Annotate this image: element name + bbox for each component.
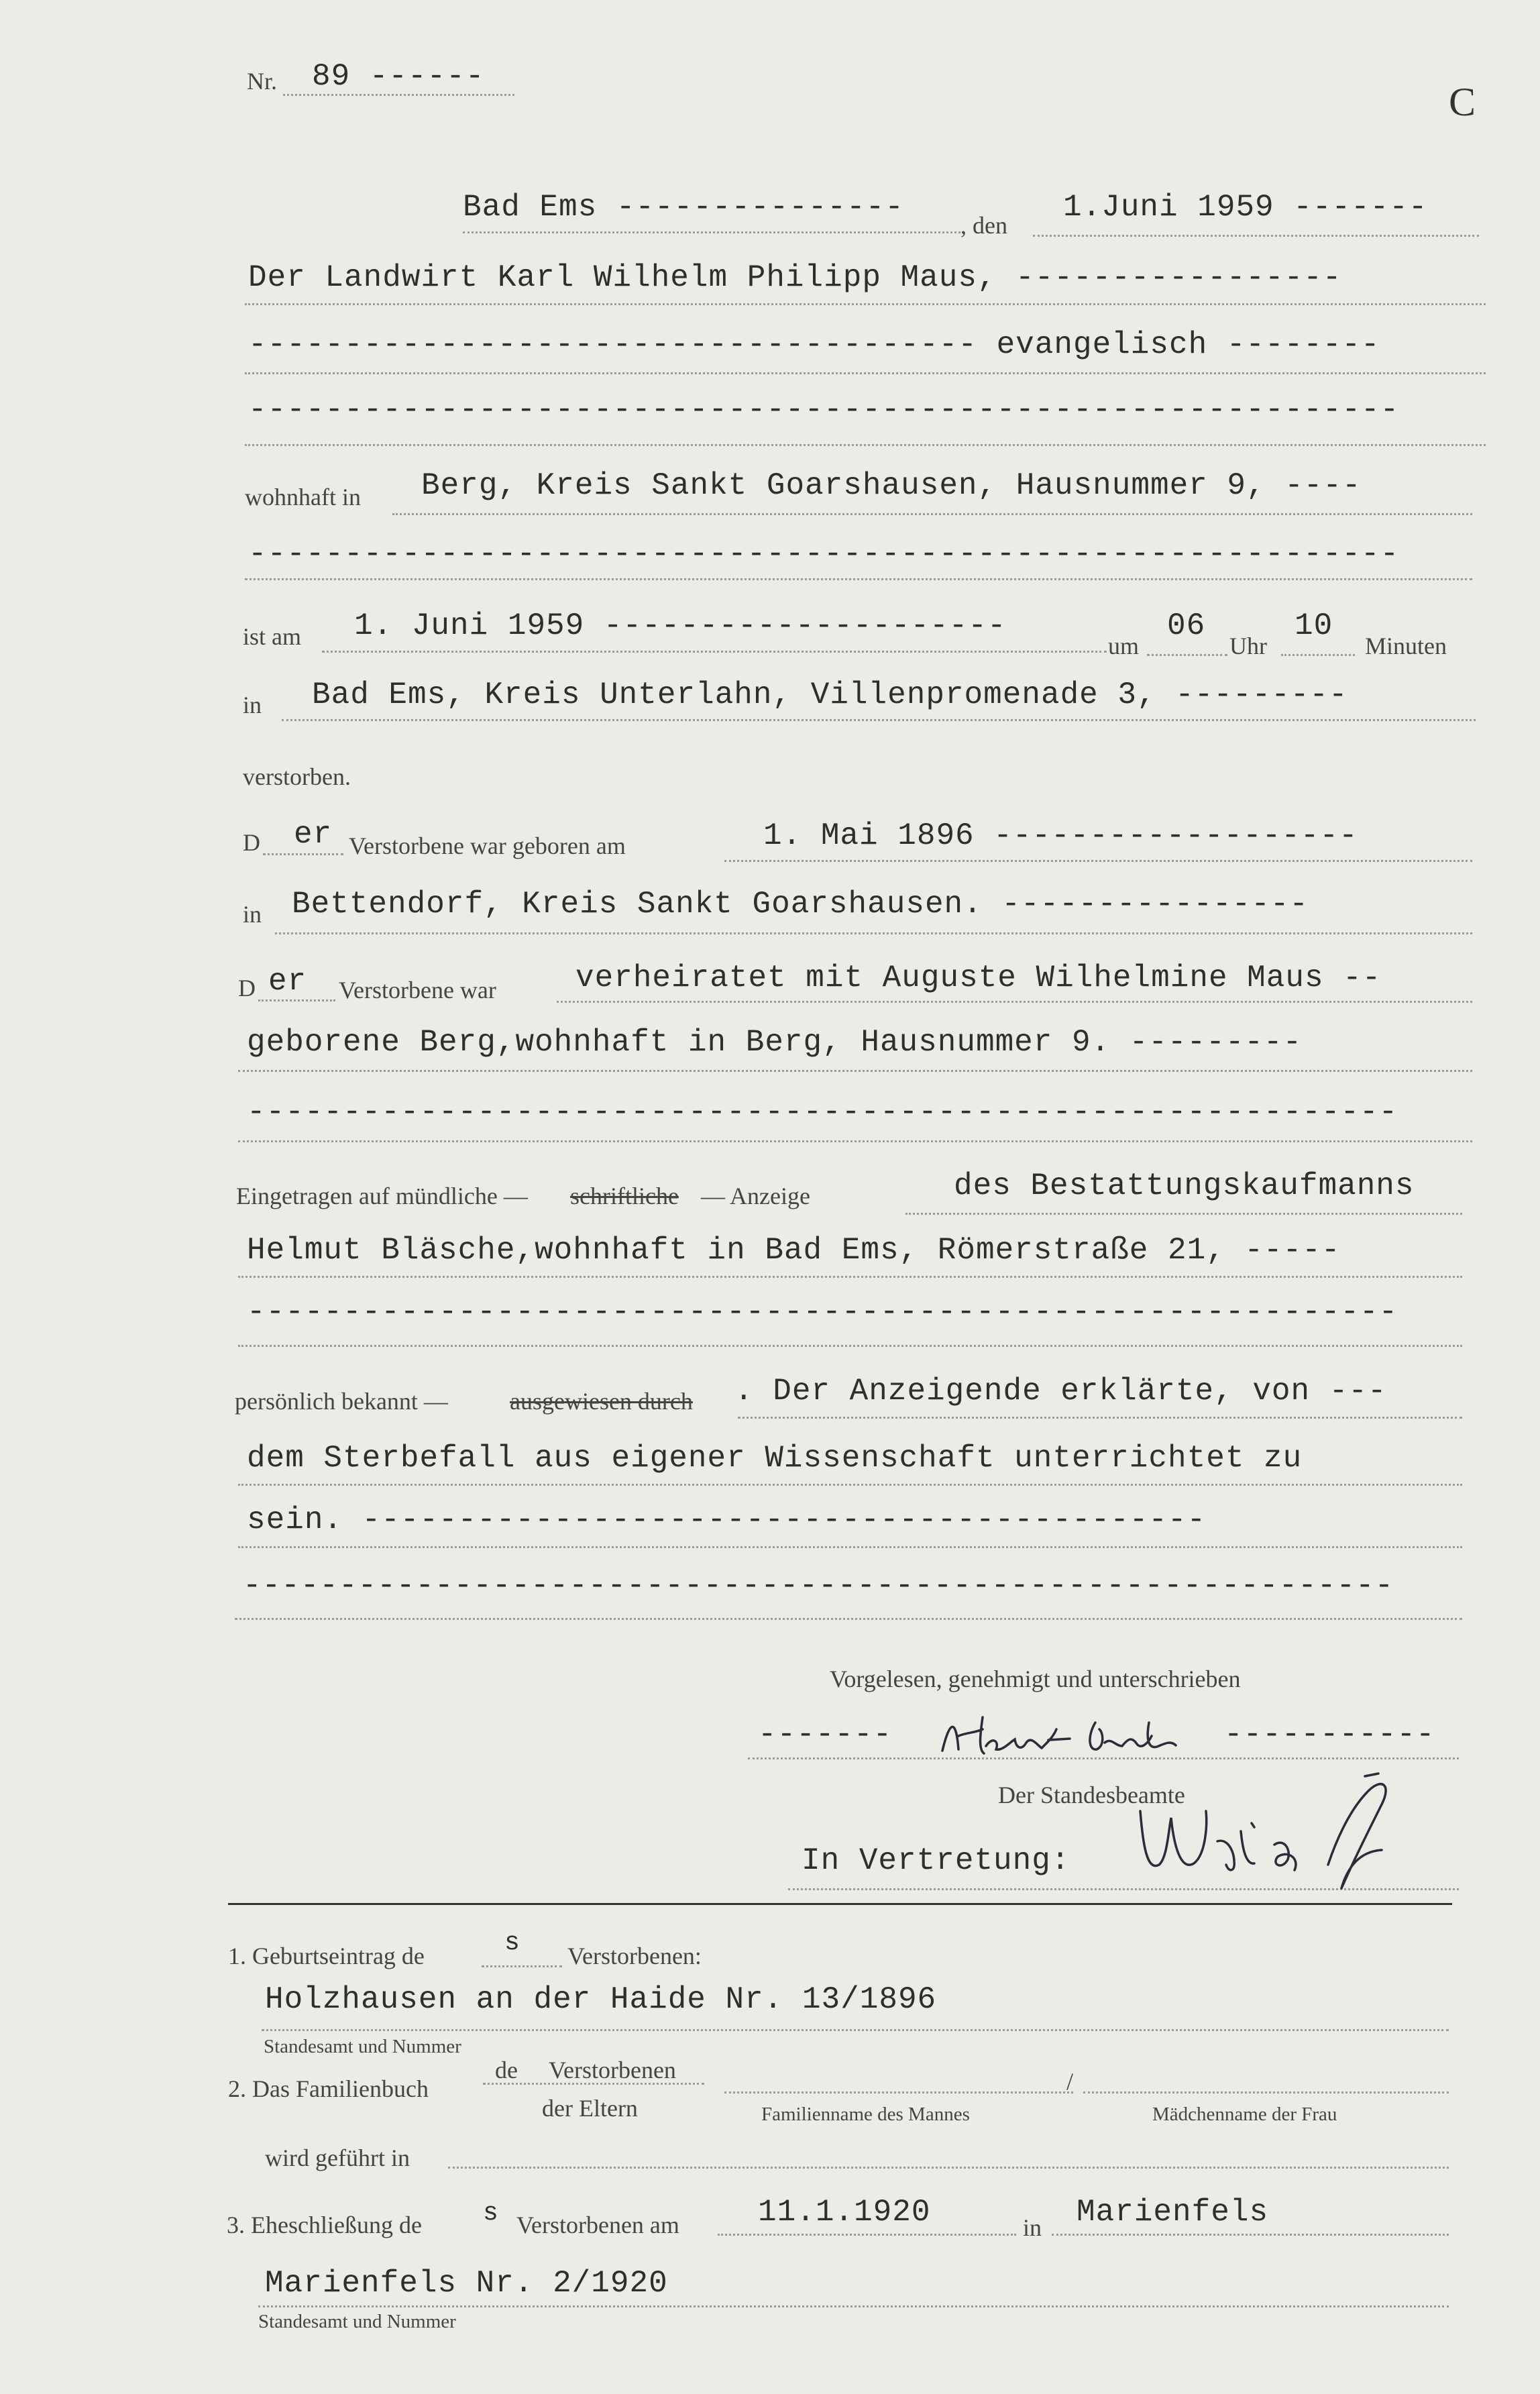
note-2-kept-label: wird geführt in <box>265 2144 410 2171</box>
person-line-3: ------------------------------------------------------------ <box>248 392 1400 427</box>
marital-d-label: D <box>238 975 256 1001</box>
birth-place: Bettendorf, Kreis Sankt Goarshausen. ---------------- <box>292 887 1309 922</box>
signature-right-dashes: ----------- <box>1224 1717 1435 1752</box>
identity-line-3: sein. -------------------------------------------- <box>247 1503 1207 1537</box>
um-label: um <box>1108 633 1140 659</box>
ist-am-label: ist am <box>243 623 301 650</box>
residence-underline-2 <box>245 578 1472 580</box>
note-3-date-underline <box>718 2234 1016 2236</box>
birth-text-label: Verstorbene war geboren am <box>349 832 626 859</box>
note-3-underline <box>258 2305 1449 2307</box>
marital-text-label: Verstorbene war <box>339 977 496 1003</box>
death-minute-underline <box>1281 654 1355 656</box>
residence-underline-1 <box>392 513 1472 515</box>
note-2-kept-underline <box>448 2167 1449 2169</box>
birth-er-fill: er <box>294 817 333 852</box>
deputy-text: In Vertretung: <box>802 1843 1070 1878</box>
note-1-caption: Standesamt und Nummer <box>264 2036 461 2057</box>
place-value: Bad Ems --------------- <box>463 190 904 225</box>
identity-line-2: dem Sterbefall aus eigener Wissenschaft unterrichtet zu <box>247 1441 1303 1476</box>
date-underline <box>1033 235 1479 237</box>
death-place: Bad Ems, Kreis Unterlahn, Villenpromenade 3, --------- <box>312 677 1348 712</box>
signature-underline <box>748 1757 1459 1759</box>
verstorben-label: verstorben. <box>243 763 351 790</box>
identity-underline-1 <box>738 1417 1462 1419</box>
section-divider <box>228 1903 1452 1905</box>
note-3-date: 11.1.1920 <box>758 2195 931 2230</box>
registration-line-2: Helmut Bläsche,wohnhaft in Bad Ems, Römerstraße 21, ----- <box>247 1233 1341 1268</box>
den-label: , den <box>960 212 1007 239</box>
marital-underline-3 <box>238 1140 1472 1142</box>
note-3-label: 3. Eheschließung de <box>227 2212 422 2238</box>
corner-letter: C <box>1449 80 1476 124</box>
marital-underline-1 <box>557 1001 1472 1003</box>
date-value: 1.Juni 1959 ------- <box>1063 190 1428 225</box>
note-3-place: Marienfels <box>1077 2195 1269 2230</box>
read-approved-label: Vorgelesen, genehmigt und unterschrieben <box>830 1666 1241 1692</box>
registration-line-1: des Bestattungskaufmanns <box>954 1168 1415 1203</box>
marital-line-3: ------------------------------------------------------------ <box>247 1095 1398 1130</box>
note-2-label: 2. Das Familienbuch <box>228 2075 429 2102</box>
note-1-underline <box>262 2029 1449 2031</box>
birth-er-underline <box>263 853 343 855</box>
death-date-underline <box>322 651 1107 653</box>
note-3-label-b: Verstorbenen am <box>516 2212 679 2238</box>
identity-underline-2 <box>238 1484 1462 1486</box>
person-line-1: Der Landwirt Karl Wilhelm Philipp Maus, ----------------- <box>248 260 1342 295</box>
death-minute: 10 <box>1295 608 1333 643</box>
person-line-2: -------------------------------------- evangelisch -------- <box>248 327 1380 362</box>
note-2-option-underline <box>483 2083 704 2085</box>
registration-underline-1 <box>905 1213 1462 1215</box>
note-1-fill-underline <box>482 1965 562 1967</box>
registrar-signature <box>1127 1771 1415 1892</box>
note-3-caption: Standesamt und Nummer <box>258 2311 456 2332</box>
birth-date: 1. Mai 1896 ------------------- <box>763 818 1358 853</box>
death-hour: 06 <box>1167 608 1206 643</box>
registration-underline-2 <box>238 1276 1462 1278</box>
residence-label: wohnhaft in <box>245 484 361 510</box>
note-2-underline-a <box>724 2091 1073 2093</box>
note-3-value: Marienfels Nr. 2/1920 <box>265 2266 668 2301</box>
nr-underline <box>283 94 514 96</box>
minuten-label: Minuten <box>1365 633 1447 659</box>
informant-signature <box>936 1709 1204 1770</box>
identity-line-4: ------------------------------------------------------------ <box>243 1568 1394 1603</box>
death-date: 1. Juni 1959 --------------------- <box>354 608 1007 643</box>
place-underline <box>463 231 960 233</box>
marital-line-1: verheiratet mit Auguste Wilhelmine Maus -- <box>575 961 1382 995</box>
note-1-label: 1. Geburtseintrag de <box>228 1943 425 1969</box>
marital-er-fill: er <box>268 964 307 999</box>
person-underline-3 <box>245 444 1486 446</box>
signature-left-dashes: ------- <box>758 1717 893 1752</box>
registration-underline-3 <box>238 1345 1462 1347</box>
marital-line-2: geborene Berg,wohnhaft in Berg, Hausnummer 9. --------- <box>247 1025 1303 1060</box>
birth-date-underline <box>724 860 1472 862</box>
registration-line-3: ------------------------------------------------------------ <box>247 1295 1398 1329</box>
identity-label-a: persönlich bekannt — <box>235 1388 448 1415</box>
registration-label-struck: schriftliche <box>570 1183 679 1209</box>
birth-in-label: in <box>243 901 262 928</box>
note-1-value: Holzhausen an der Haide Nr. 13/1896 <box>265 1982 937 2017</box>
identity-line-1: . Der Anzeigende erklärte, von --- <box>734 1374 1387 1409</box>
note-2-option-b: der Eltern <box>542 2095 638 2122</box>
nr-label: Nr. <box>247 68 277 95</box>
residence-line-1: Berg, Kreis Sankt Goarshausen, Hausnummer 9, ---- <box>421 468 1362 503</box>
person-underline-2 <box>245 372 1486 374</box>
registration-label-a: Eingetragen auf mündliche — <box>236 1183 528 1209</box>
death-in-label: in <box>243 692 262 718</box>
note-2-option-a-prefix: de <box>495 2057 518 2083</box>
note-3-in-label: in <box>1023 2214 1042 2241</box>
birth-d-label: D <box>243 829 260 856</box>
identity-underline-4 <box>235 1618 1462 1620</box>
registration-label-b: — Anzeige <box>701 1183 810 1209</box>
identity-underline-3 <box>238 1546 1462 1548</box>
nr-value: 89 ------ <box>312 59 485 94</box>
note-2-option-a: Verstorbenen <box>549 2057 676 2083</box>
note-2-caption-a: Familienname des Mannes <box>761 2104 970 2125</box>
death-place-underline <box>282 719 1476 721</box>
note-2-underline-b <box>1083 2091 1449 2093</box>
note-3-fill: s <box>483 2199 499 2228</box>
note-2-slash: / <box>1066 2068 1074 2095</box>
note-2-caption-b: Mädchenname der Frau <box>1152 2104 1337 2125</box>
identity-label-struck: ausgewiesen durch <box>510 1388 693 1415</box>
person-underline-1 <box>245 303 1486 305</box>
note-1-label-b: Verstorbenen: <box>567 1943 702 1969</box>
death-hour-underline <box>1147 654 1227 656</box>
registrar-label: Der Standesbeamte <box>998 1782 1185 1808</box>
marital-er-underline <box>258 999 335 1001</box>
residence-line-2: ------------------------------------------------------------ <box>248 537 1400 572</box>
uhr-label: Uhr <box>1229 633 1267 659</box>
note-1-fill: s <box>504 1928 520 1957</box>
note-3-place-underline <box>1052 2234 1449 2236</box>
marital-underline-2 <box>238 1070 1472 1072</box>
birth-place-underline <box>275 932 1472 934</box>
